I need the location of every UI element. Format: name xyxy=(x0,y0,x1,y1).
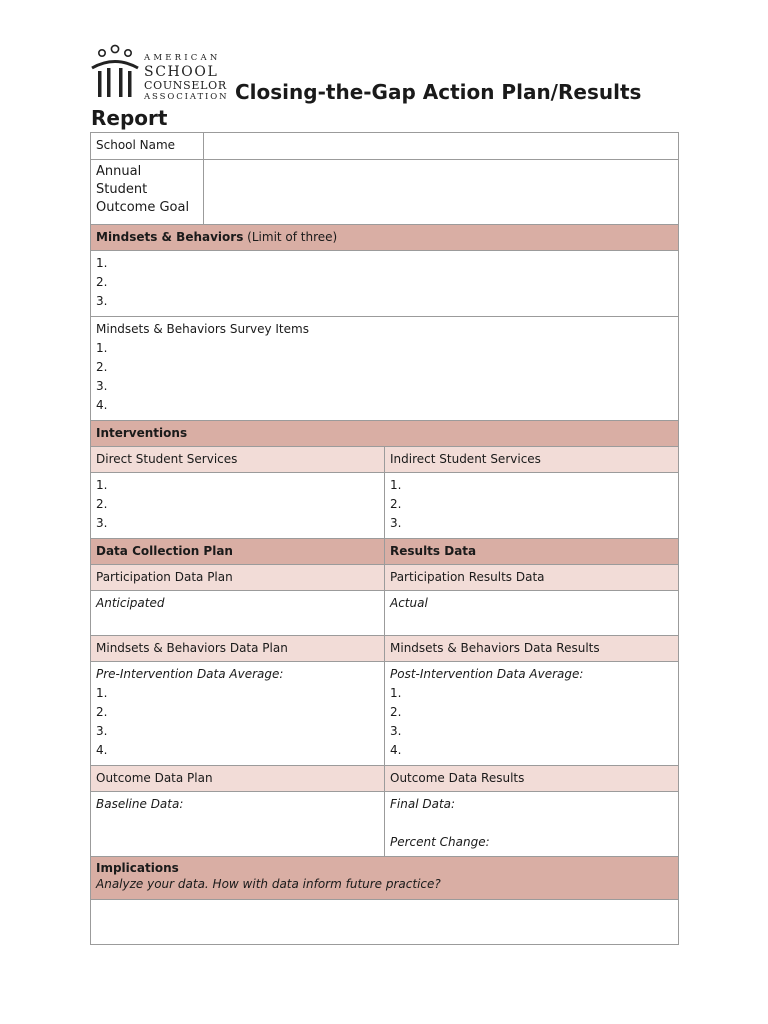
mindsets-header-row xyxy=(91,225,679,251)
document-header xyxy=(90,44,690,134)
implications-header xyxy=(91,857,679,900)
list-item: 3. xyxy=(96,516,108,530)
logo-line-1: AMERICAN xyxy=(144,53,221,63)
list-item: 3. xyxy=(96,294,108,308)
list-item: 4. xyxy=(96,743,108,757)
survey-items-row xyxy=(91,317,679,421)
indirect-services-label: Indirect Student Services xyxy=(385,447,679,473)
participation-values-row xyxy=(91,591,679,636)
mindsets-header: Mindsets & Behaviors (Limit of three) xyxy=(91,225,679,251)
survey-items-label: Mindsets & Behaviors Survey Items xyxy=(96,322,309,336)
logo-line-4: ASSOCIATION xyxy=(144,91,229,102)
list-item: 1. xyxy=(96,256,108,270)
participation-plan-label: Participation Data Plan xyxy=(91,565,385,591)
asca-logo-text xyxy=(144,54,228,101)
logo-line-3: COUNSELOR xyxy=(144,78,227,92)
school-name-row xyxy=(91,133,679,160)
action-plan-form xyxy=(90,132,679,945)
post-intervention-field[interactable] xyxy=(385,662,679,766)
implications-title: Implications xyxy=(96,861,179,875)
intervention-averages-row xyxy=(91,662,679,766)
list-item: 1. xyxy=(96,478,108,492)
list-item: 2. xyxy=(96,275,108,289)
mb-data-label-row xyxy=(91,636,679,662)
interventions-header: Interventions xyxy=(91,421,679,447)
final-data-field[interactable] xyxy=(385,792,679,857)
logo-line-2: SCHOOL xyxy=(144,63,219,80)
implications-prompt: Analyze your data. How with data inform future practice? xyxy=(96,877,441,891)
list-item: 3. xyxy=(390,724,402,738)
mindsets-items-field[interactable] xyxy=(91,251,679,317)
implications-field[interactable] xyxy=(91,900,679,945)
participation-label-row xyxy=(91,565,679,591)
page-title: Closing-the-Gap Action Plan/Results xyxy=(235,80,642,104)
outcome-values-row xyxy=(91,792,679,857)
anticipated-field[interactable]: Anticipated xyxy=(91,591,385,636)
asca-logo-icon xyxy=(90,44,140,100)
actual-field[interactable]: Actual xyxy=(385,591,679,636)
list-item: 3. xyxy=(96,379,108,393)
direct-services-field[interactable] xyxy=(91,473,385,539)
list-item: 2. xyxy=(390,497,402,511)
results-data-header: Results Data xyxy=(385,539,679,565)
data-header-row xyxy=(91,539,679,565)
participation-results-label: Participation Results Data xyxy=(385,565,679,591)
list-item: 1. xyxy=(390,686,402,700)
implications-header-row xyxy=(91,857,679,900)
goal-field[interactable] xyxy=(204,160,679,225)
list-item: 1. xyxy=(96,341,108,355)
list-item: 4. xyxy=(390,743,402,757)
post-intervention-label: Post-Intervention Data Average: xyxy=(390,667,584,681)
outcome-label-row xyxy=(91,766,679,792)
baseline-data-field[interactable]: Baseline Data: xyxy=(91,792,385,857)
pre-intervention-label: Pre-Intervention Data Average: xyxy=(96,667,284,681)
list-item: 4. xyxy=(96,398,108,412)
outcome-data-results-label: Outcome Data Results xyxy=(385,766,679,792)
list-item: 2. xyxy=(96,705,108,719)
mb-data-results-label: Mindsets & Behaviors Data Results xyxy=(385,636,679,662)
school-name-field[interactable] xyxy=(204,133,679,160)
mindsets-items-row xyxy=(91,251,679,317)
page-title-continued: Report xyxy=(91,106,168,130)
direct-services-label: Direct Student Services xyxy=(91,447,385,473)
list-item: 2. xyxy=(390,705,402,719)
list-item: 3. xyxy=(390,516,402,530)
annual-student-outcome-goal-label: Annual Student Outcome Goal xyxy=(91,160,204,225)
mb-data-plan-label: Mindsets & Behaviors Data Plan xyxy=(91,636,385,662)
implications-row xyxy=(91,900,679,945)
data-collection-plan-header: Data Collection Plan xyxy=(91,539,385,565)
list-item: 1. xyxy=(390,478,402,492)
outcome-data-plan-label: Outcome Data Plan xyxy=(91,766,385,792)
school-name-label: School Name xyxy=(91,133,204,160)
survey-items-field[interactable] xyxy=(91,317,679,421)
pre-intervention-field[interactable] xyxy=(91,662,385,766)
list-item: 1. xyxy=(96,686,108,700)
final-data-label: Final Data: xyxy=(390,797,456,811)
indirect-services-field[interactable] xyxy=(385,473,679,539)
list-item: 2. xyxy=(96,360,108,374)
services-items-row xyxy=(91,473,679,539)
services-label-row xyxy=(91,447,679,473)
goal-row xyxy=(91,160,679,225)
list-item: 2. xyxy=(96,497,108,511)
interventions-header-row xyxy=(91,421,679,447)
list-item: 3. xyxy=(96,724,108,738)
asca-logo xyxy=(90,44,230,102)
percent-change-label: Percent Change: xyxy=(390,835,490,849)
